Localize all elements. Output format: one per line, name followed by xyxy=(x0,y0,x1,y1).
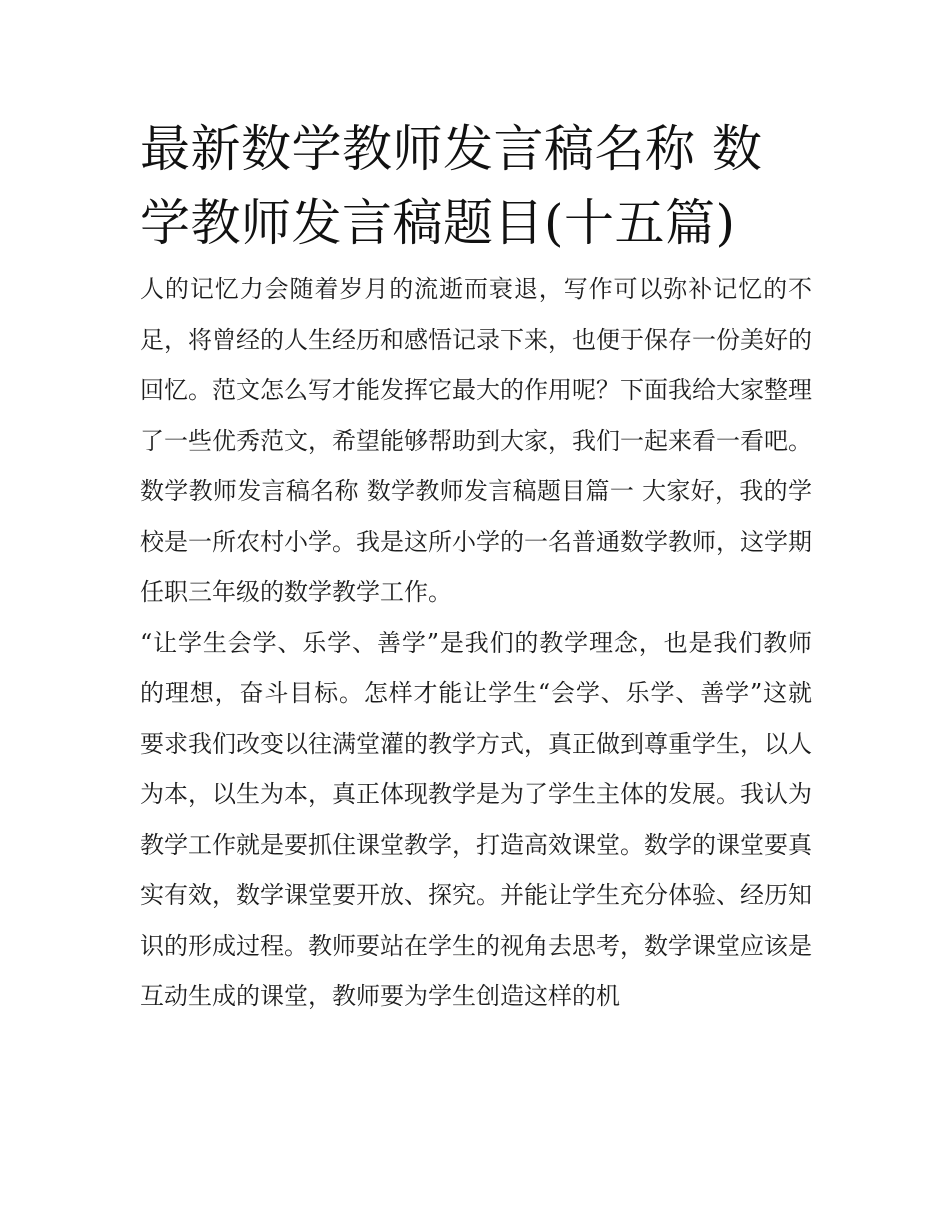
document-title: 最新数学教师发言稿名称 数学教师发言稿题目(十五篇) xyxy=(140,120,763,252)
paragraph-teaching-philosophy: “让学生会学、乐学、善学”是我们的教学理念，也是我们教师的理想，奋斗目标。怎样才能让学生“会学、乐学、善学”这就要求我们改变以往满堂灌的教学方式，真正做到尊重学生，以人为本，以生为本，真正体现教学是为了学生主体的发展。我认为教学工作就是要抓住课堂教学，打造高效课堂。数学的课堂要真实有效，数学课堂要开放、探究。并能让学生充分体验、经历知识的形成过程。教师要站在学生的视角去思考，数学课堂应该是互动生成的课堂，教师要为学生创造这样的机 xyxy=(140,628,812,1010)
document-body xyxy=(140,264,812,1022)
paragraph-article-one: 数学教师发言稿名称 数学教师发言稿题目篇一 大家好，我的学校是一所农村小学。我是这所小学的一名普通数学教师，这学期任职三年级的数学教学工作。 xyxy=(140,477,812,606)
paragraph-intro: 人的记忆力会随着岁月的流逝而衰退，写作可以弥补记忆的不足，将曾经的人生经历和感悟记录下来，也便于保存一份美好的回忆。范文怎么写才能发挥它最大的作用呢？下面我给大家整理了一些优秀范文，希望能够帮助到大家，我们一起来看一看吧。 xyxy=(140,275,812,455)
document-content xyxy=(140,112,812,1022)
